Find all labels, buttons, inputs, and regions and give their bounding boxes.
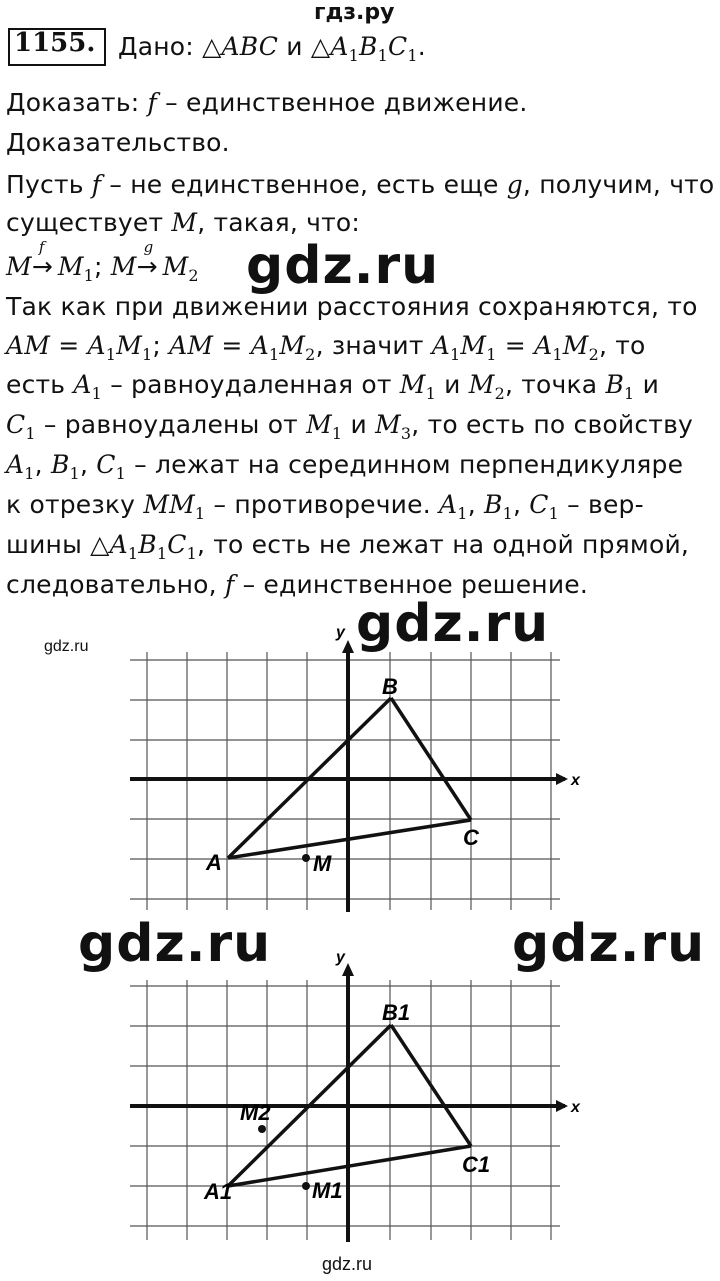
label-m: M bbox=[313, 851, 332, 876]
watermark-gdz: gdz.ru bbox=[512, 914, 706, 974]
given-line: Дано: △ABC и $\triangle A_1B_1C_1$. bbox=[118, 32, 426, 65]
watermark-small: gdz.ru bbox=[44, 638, 89, 655]
y-label-2: y bbox=[336, 949, 345, 966]
text-line-7: AM = $A_1M_1$; AM = $A_1M_2$, значит $A_1M_1 = A_1M_2$, то bbox=[6, 331, 646, 364]
x-label-1: x bbox=[571, 772, 580, 789]
x-arrow-1 bbox=[556, 773, 568, 785]
label-c1: C1 bbox=[462, 1152, 491, 1177]
label-a1: A1 bbox=[204, 1179, 233, 1204]
text-line-8: есть $A_1$ – равноудаленная от $M_1$ и $M_2$, точка $B_1$ и bbox=[6, 370, 660, 403]
text-line-5: M f → $M_1$; M g → $M_2$ bbox=[6, 238, 199, 285]
grid-2 bbox=[130, 980, 560, 1240]
watermark-small: gdz.ru bbox=[322, 1254, 373, 1274]
label-m2: M2 bbox=[240, 1100, 271, 1125]
text-line-6: Так как при движении расстояния сохраняются, то bbox=[6, 292, 698, 321]
label-c: C bbox=[463, 825, 479, 850]
point-m2 bbox=[258, 1125, 266, 1133]
text-line-11: к отрезку $MM_1$ – противоречие. $A_1$, $B_1$, $C_1 - вер-$ bbox=[6, 490, 644, 523]
watermark-gdz: gdz.ru bbox=[356, 594, 550, 654]
label-m1: M1 bbox=[312, 1178, 343, 1203]
text-line-13: следовательно, f – единственное решение. bbox=[6, 570, 589, 599]
problem-number: 1155. bbox=[14, 28, 96, 58]
text-line-10: $A_1$, $B_1$, $C_1$ – лежат на серединном перпендикуляре bbox=[6, 450, 684, 483]
y-label-1: y bbox=[336, 624, 345, 641]
label-b: B bbox=[382, 674, 398, 699]
proof-title: Доказательство. bbox=[6, 128, 230, 157]
x-arrow-2 bbox=[556, 1100, 568, 1112]
text-line-4: существует M, такая, что: bbox=[6, 208, 360, 237]
point-m1 bbox=[302, 1182, 310, 1190]
label-b1: B1 bbox=[382, 1000, 411, 1025]
text-line-9: $C_1$ – равноудалены от $M_1$ и $M_3$, то есть по свойству bbox=[6, 410, 693, 443]
x-label-2: x bbox=[571, 1099, 580, 1116]
text-line-12: шины $\triangle A_1B_1C_1$, то есть не лежат на одной прямой, bbox=[6, 530, 690, 563]
label-a: A bbox=[206, 850, 222, 875]
watermark-gdz: gdz.ru bbox=[246, 236, 440, 296]
prove-line: Доказать: f – единственное движение. bbox=[6, 88, 528, 117]
y-arrow-1 bbox=[342, 640, 354, 653]
site-header: гдз.ру bbox=[314, 0, 395, 25]
text-line-3: Пусть f – не единственное, есть еще g, получим, что bbox=[6, 170, 715, 199]
point-m bbox=[302, 854, 310, 862]
watermark-gdz: gdz.ru bbox=[78, 914, 272, 974]
